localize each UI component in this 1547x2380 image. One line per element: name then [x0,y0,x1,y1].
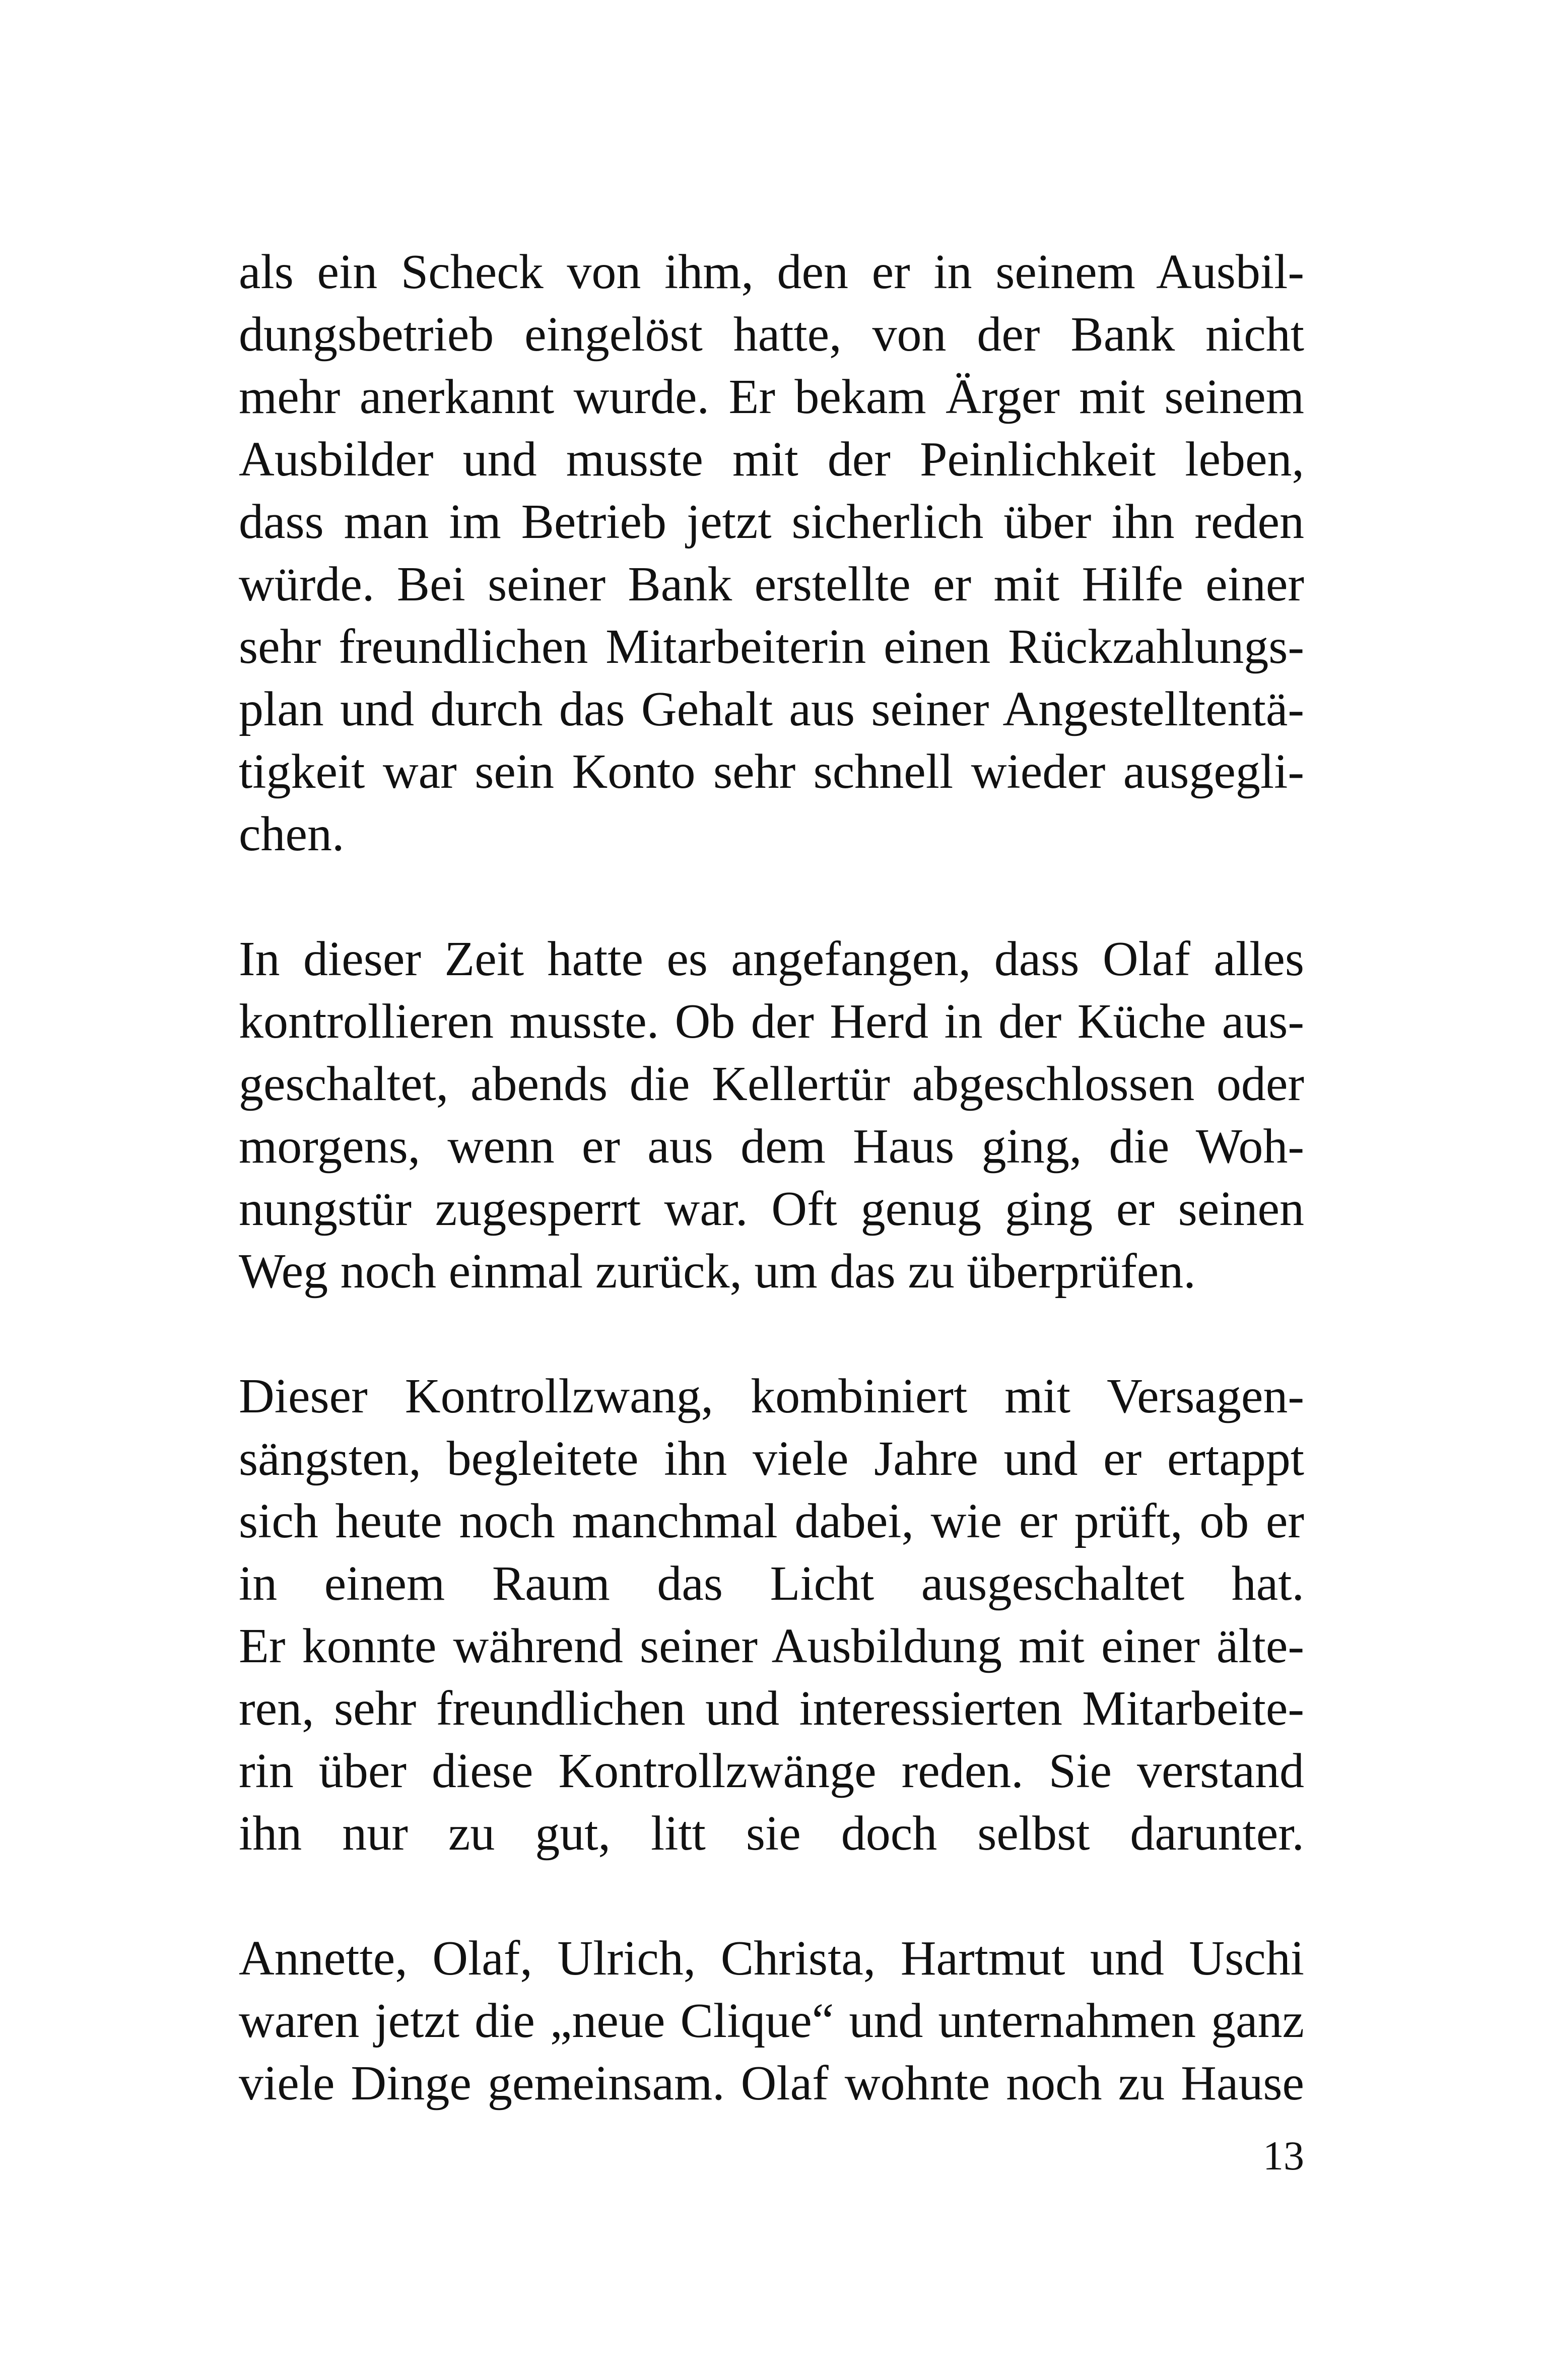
paragraph-2 [239,928,1304,1303]
text-line: in einem Raum das Licht ausgeschaltet hat. [239,1556,1304,1611]
paragraph-4 [239,1927,1304,2115]
text-line: geschaltet, abends die Kellertür abgeschlossen oder [239,1057,1304,1111]
text-line: morgens, wenn er aus dem Haus ging, die Woh- [239,1119,1304,1174]
text-line: chen. [239,807,345,861]
paragraph-1 [239,241,1304,865]
text-line: Annette, Olaf, Ulrich, Christa, Hartmut und Uschi [239,1931,1304,1986]
text-line: dass man im Betrieb jetzt sicherlich über ihn reden [239,495,1304,549]
body-text [239,241,1304,2115]
text-line: sängsten, begleitete ihn viele Jahre und er ertappt [239,1432,1304,1486]
text-line: sich heute noch manchmal dabei, wie er prüft, ob er [239,1494,1304,1548]
text-line: plan und durch das Gehalt aus seiner Angestelltentä- [239,682,1304,736]
text-line: ren, sehr freundlichen und interessierten Mitarbeite- [239,1681,1304,1736]
text-line: würde. Bei seiner Bank erstellte er mit Hilfe einer [239,557,1304,611]
text-line: In dieser Zeit hatte es angefangen, dass Olaf alles [239,932,1304,986]
text-line: waren jetzt die „neue Clique“ und unternahmen ganz [239,1994,1304,2048]
paragraph-3 [239,1365,1304,1865]
paragraph-spacer [239,1303,1304,1365]
paragraph-spacer [239,1865,1304,1927]
text-line: sehr freundlichen Mitarbeiterin einen Rückzahlungs- [239,620,1304,674]
text-line: tigkeit war sein Konto sehr schnell wieder ausgegli- [239,744,1304,799]
text-line: ihn nur zu gut, litt sie doch selbst darunter. [239,1806,1304,1861]
text-line: nungstür zugesperrt war. Oft genug ging er seinen [239,1182,1304,1236]
text-line: als ein Scheck von ihm, den er in seinem Ausbil- [239,245,1304,299]
text-line: mehr anerkannt wurde. Er bekam Ärger mit seinem [239,370,1304,424]
text-line: rin über diese Kontrollzwänge reden. Sie verstand [239,1744,1304,1798]
paragraph-spacer [239,865,1304,928]
text-line: Er konnte während seiner Ausbildung mit einer älte- [239,1619,1304,1673]
text-line: dungsbetrieb eingelöst hatte, von der Bank nicht [239,307,1304,362]
text-line: viele Dinge gemeinsam. Olaf wohnte noch zu Hause [239,2056,1304,2111]
page-number: 13 [1263,2133,1304,2179]
text-line: Dieser Kontrollzwang, kombiniert mit Versagen- [239,1369,1304,1423]
text-line: kontrollieren musste. Ob der Herd in der Küche aus- [239,994,1304,1049]
text-line: Weg noch einmal zurück, um das zu überprüfen. [239,1244,1196,1299]
text-line: Ausbilder und musste mit der Peinlichkeit leben, [239,432,1304,487]
